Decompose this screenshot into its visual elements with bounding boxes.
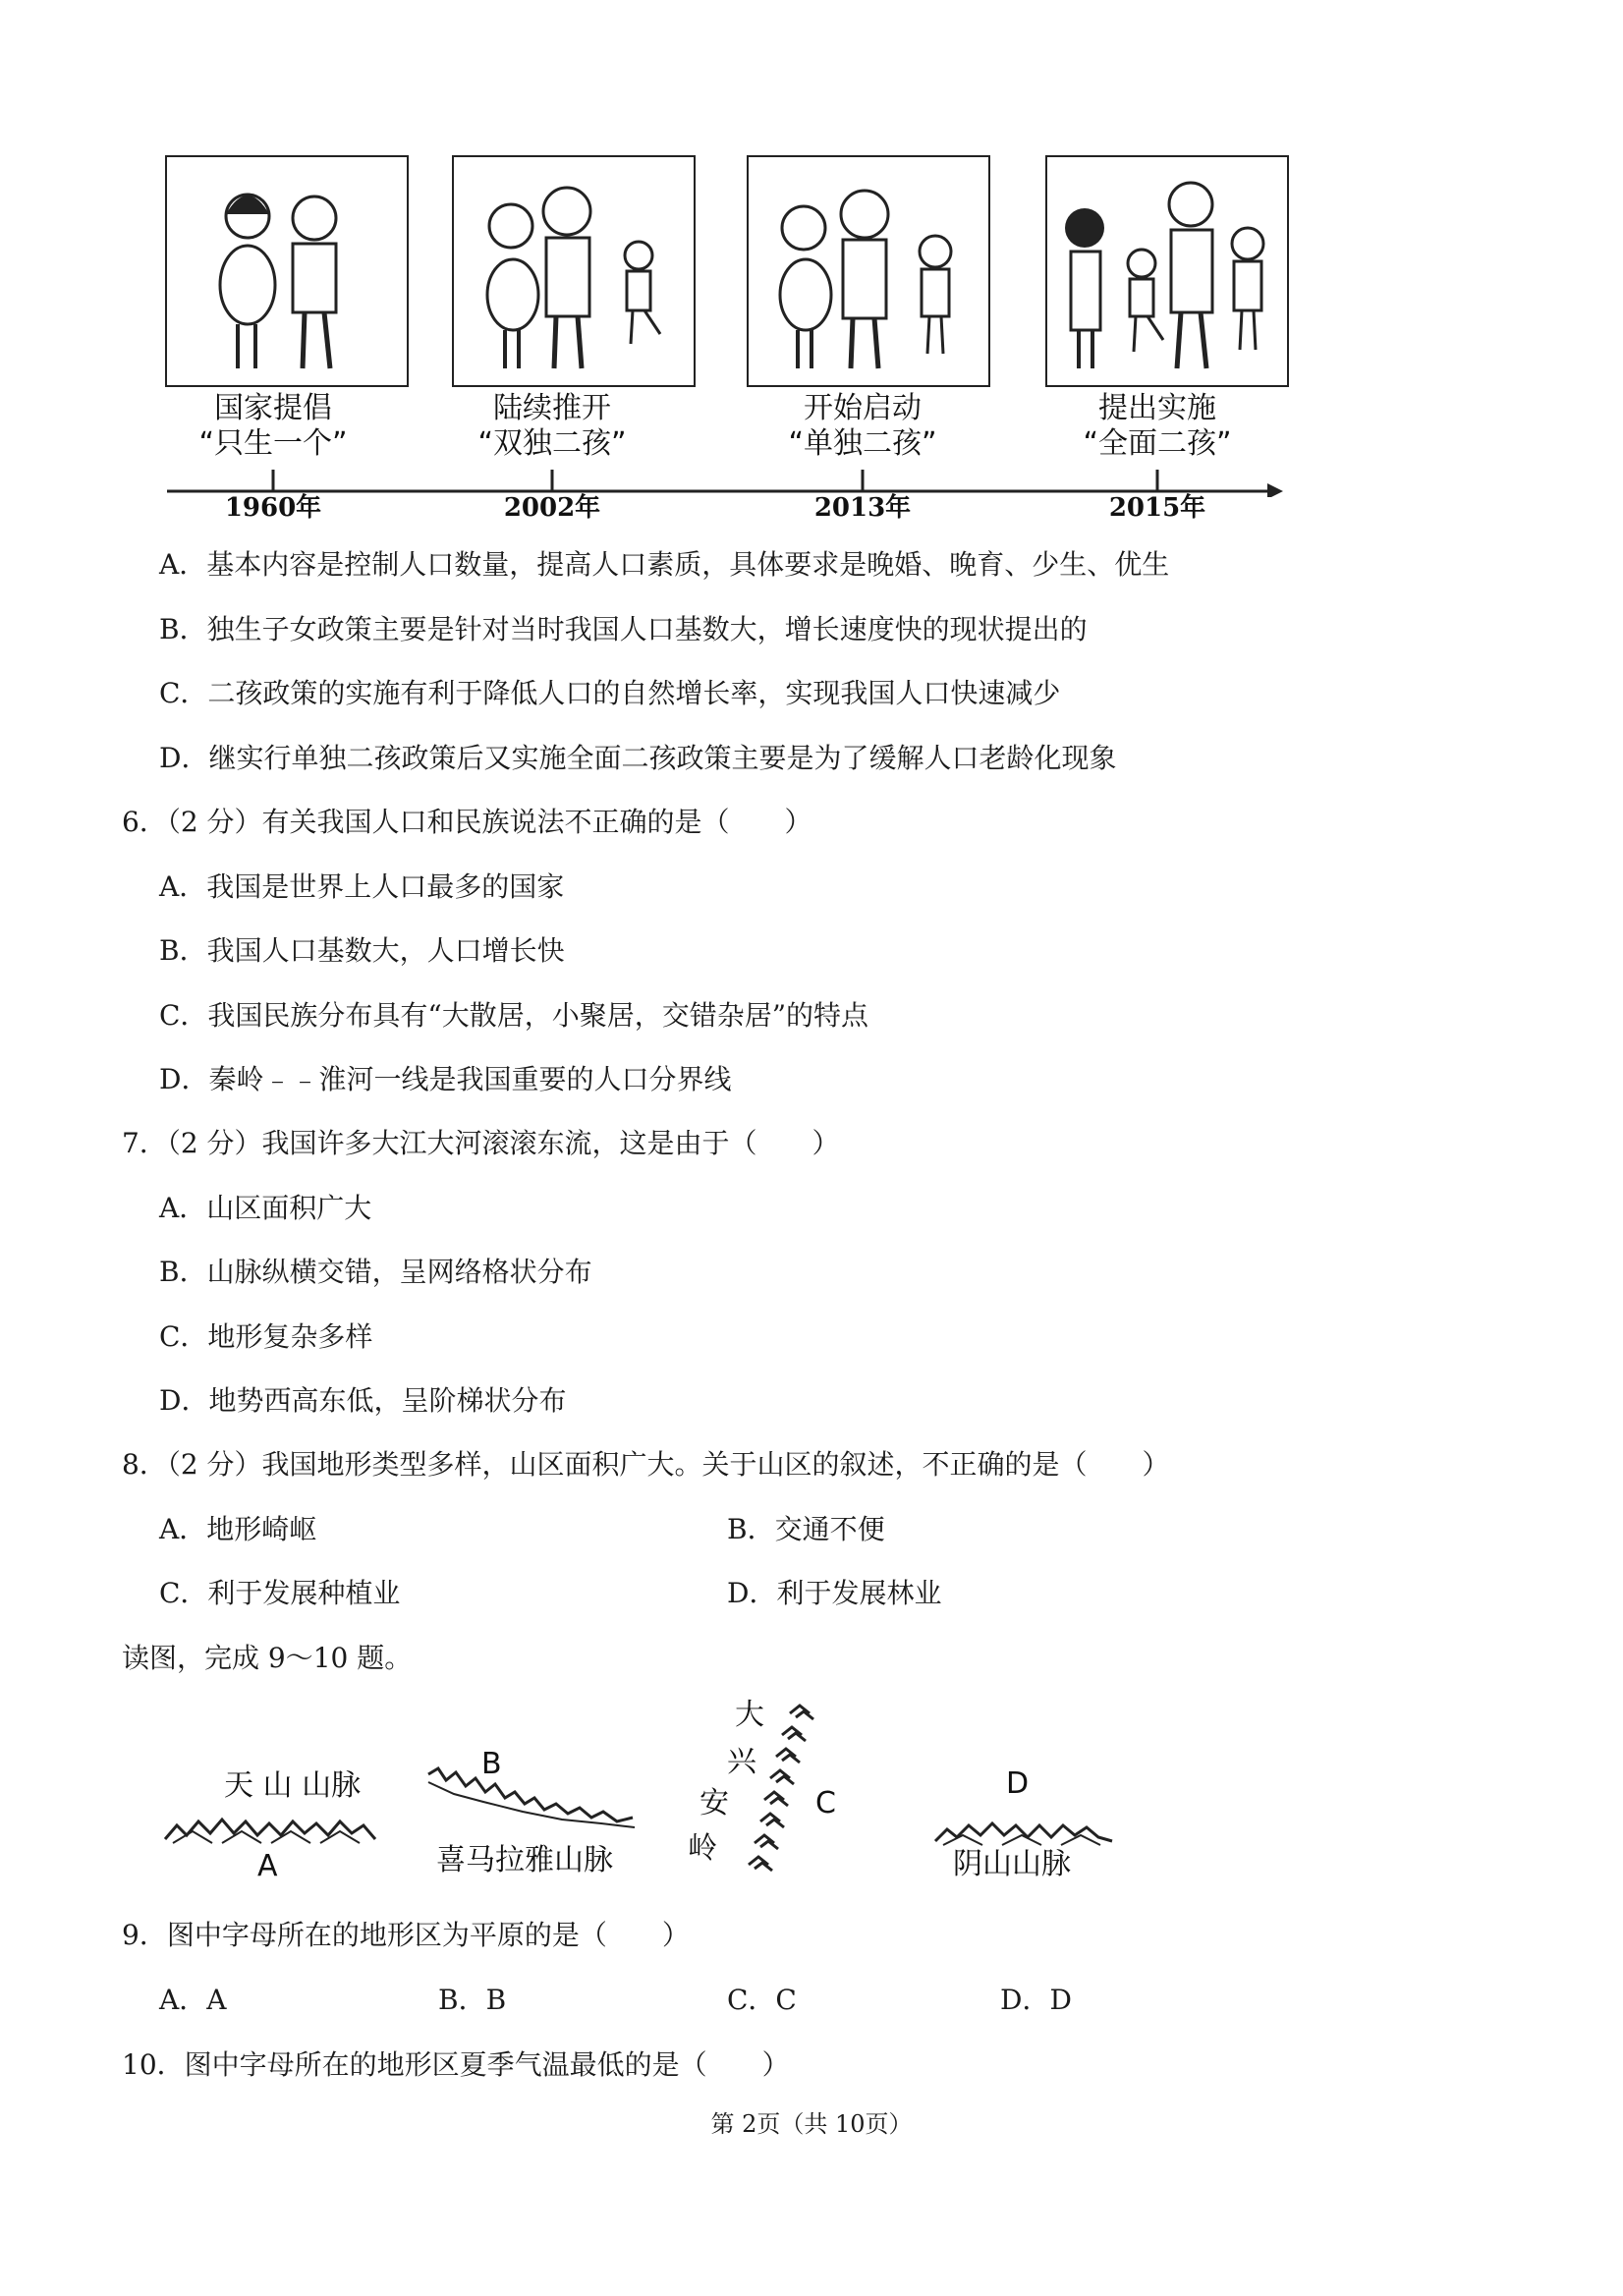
q7-option-d: D．地势西高东低，呈阶梯状分布 xyxy=(159,1384,567,1417)
caption-line: 陆续推开 xyxy=(493,391,611,425)
q9-option-d: D．D xyxy=(1000,1984,1072,2016)
year-label: 2015年 xyxy=(1108,493,1206,523)
family-illustration-icon xyxy=(167,157,407,385)
q8-option-c: C．利于发展种植业 xyxy=(159,1577,401,1609)
q6-option-c: C．我国民族分布具有“大散居，小聚居，交错杂居”的特点 xyxy=(159,999,869,1032)
yinshan-mountain-icon xyxy=(933,1806,1116,1849)
daxinganling-char: 兴 xyxy=(727,1745,756,1779)
caption-line: “单独二孩” xyxy=(788,426,937,461)
policy-panel-2015 xyxy=(1045,155,1289,387)
daxinganling-char: 安 xyxy=(700,1786,729,1820)
q5-option-b: B．独生子女政策主要是针对当时我国人口基数大，增长速度快的现状提出的 xyxy=(159,613,1088,645)
policy-caption-2013 xyxy=(735,391,990,462)
q7-option-b: B．山脉纵横交错，呈网络格状分布 xyxy=(159,1256,592,1288)
q5-option-a: A．基本内容是控制人口数量，提高人口素质，具体要求是晚婚、晚育、少生、优生 xyxy=(159,548,1170,581)
q7-option-c: C．地形复杂多样 xyxy=(159,1320,373,1353)
q9-option-a: A．A xyxy=(159,1984,227,2016)
family-illustration-icon xyxy=(454,157,694,385)
q10-stem: 10．图中字母所在的地形区夏季气温最低的是（ ） xyxy=(122,2048,790,2081)
tianshan-mountain-icon xyxy=(163,1804,379,1847)
q8-option-d: D．利于发展林业 xyxy=(727,1577,942,1609)
policy-panel-2002 xyxy=(452,155,696,387)
policy-caption-2015 xyxy=(1030,391,1285,462)
policy-panel-1960 xyxy=(165,155,409,387)
caption-line: “只生一个” xyxy=(198,426,348,461)
q7-stem: 7．（2 分）我国许多大江大河滚滚东流，这是由于（ ） xyxy=(122,1127,840,1159)
q6-option-b: B．我国人口基数大，人口增长快 xyxy=(159,934,565,967)
caption-line: “全面二孩” xyxy=(1083,426,1232,461)
page-footer: 第 2页（共 10页） xyxy=(710,2110,913,2138)
label-a: A xyxy=(257,1849,278,1883)
himalaya-mountain-icon xyxy=(424,1764,641,1843)
policy-caption-2002 xyxy=(424,391,680,462)
q9-option-b: B．B xyxy=(438,1984,507,2016)
tianshan-label: 天 山 山脉 xyxy=(224,1768,362,1803)
q5-option-c: C．二孩政策的实施有利于降低人口的自然增长率，实现我国人口快速减少 xyxy=(159,677,1061,709)
policy-panel-2013 xyxy=(747,155,990,387)
q9-stem: 9．图中字母所在的地形区为平原的是（ ） xyxy=(122,1919,690,1951)
label-b: B xyxy=(481,1747,502,1781)
q5-option-d: D．继实行单独二孩政策后又实施全面二孩政策主要是为了缓解人口老龄化现象 xyxy=(159,742,1117,774)
timeline-axis xyxy=(157,464,1287,497)
q9-option-c: C．C xyxy=(727,1984,797,2016)
q6-option-d: D．秦岭﹣﹣淮河一线是我国重要的人口分界线 xyxy=(159,1063,732,1095)
caption-line: “双独二孩” xyxy=(477,426,627,461)
q8-option-a: A．地形崎岖 xyxy=(159,1513,317,1545)
caption-line: 开始启动 xyxy=(804,391,922,425)
yinshan-label: 阴山山脉 xyxy=(953,1847,1071,1881)
year-label: 2002年 xyxy=(503,493,601,523)
label-c: C xyxy=(815,1786,836,1820)
daxinganling-char: 岭 xyxy=(688,1831,717,1866)
family-illustration-icon xyxy=(749,157,988,385)
q7-option-a: A．山区面积广大 xyxy=(159,1192,372,1224)
family-illustration-icon xyxy=(1047,157,1287,385)
caption-line: 国家提倡 xyxy=(214,391,332,425)
daxinganling-char: 大 xyxy=(735,1698,764,1732)
year-label: 1960年 xyxy=(224,493,322,523)
q8-option-b: B．交通不便 xyxy=(727,1513,885,1545)
caption-line: 提出实施 xyxy=(1098,391,1216,425)
year-label: 2013年 xyxy=(813,493,912,523)
q6-option-a: A．我国是世界上人口最多的国家 xyxy=(159,870,565,903)
q8-stem: 8．（2 分）我国地形类型多样，山区面积广大。关于山区的叙述，不正确的是（ ） xyxy=(122,1448,1170,1481)
q6-stem: 6．（2 分）有关我国人口和民族说法不正确的是（ ） xyxy=(122,806,812,838)
policy-caption-1960 xyxy=(145,391,401,462)
label-d: D xyxy=(1006,1766,1030,1801)
read-figure-instruction: 读图，完成 9～10 题。 xyxy=(122,1642,413,1674)
himalaya-label: 喜马拉雅山脉 xyxy=(436,1843,613,1877)
